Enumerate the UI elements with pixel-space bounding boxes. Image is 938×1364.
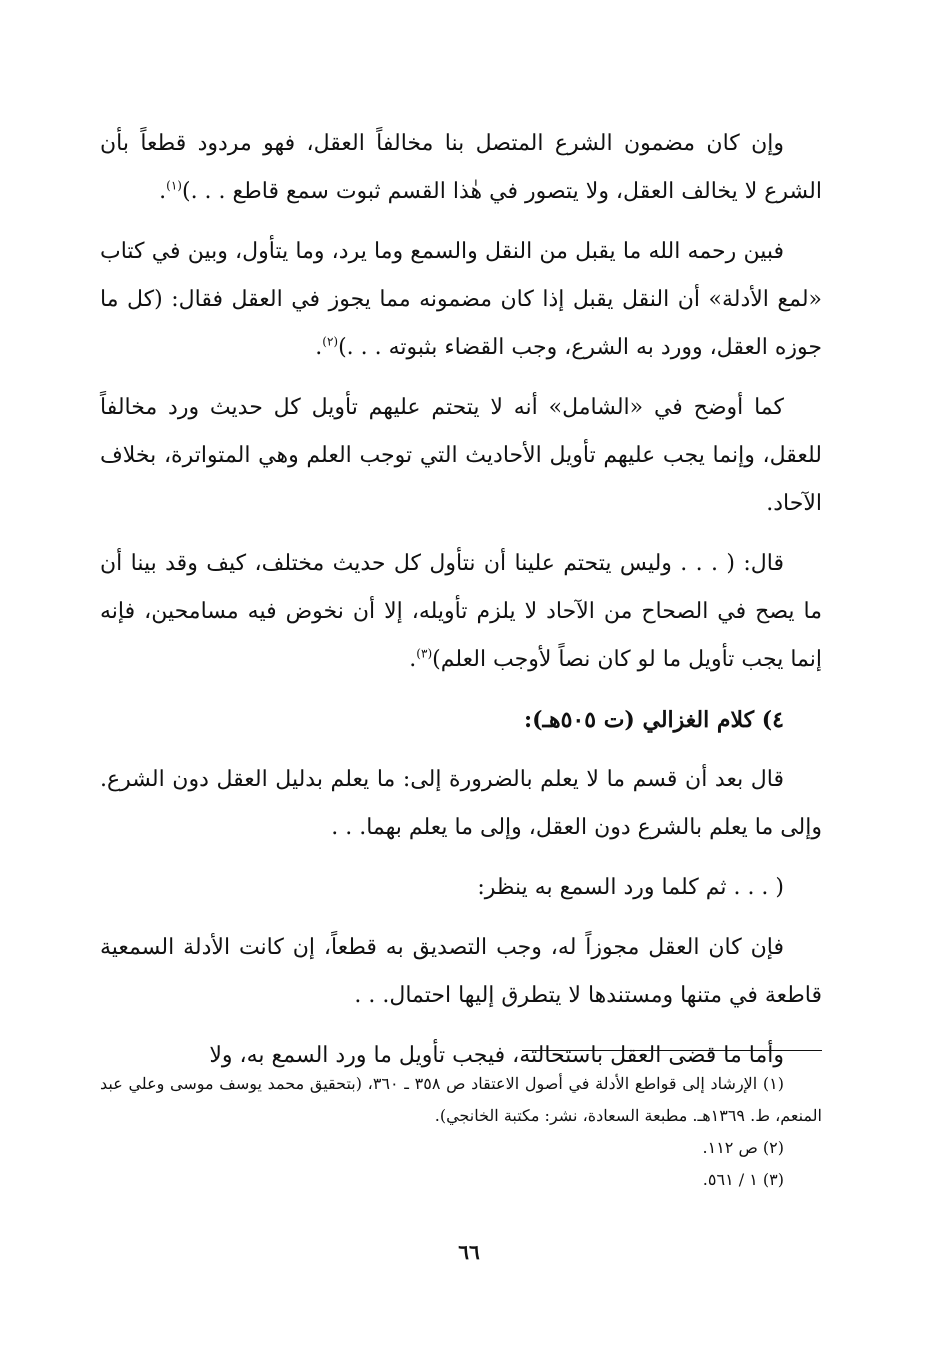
paragraph-3: كما أوضح في «الشامل» أنه لا يتحتم عليهم تأويل كل حديث ورد مخالفاً للعقل، وإنما يجب عليهم تأويل الأحاديث التي توجب العلم وهي المتواترة، بخلاف الآحاد. [100,395,822,516]
paragraph-4: قال: ( . . . وليس يتحتم علينا أن نتأول كل حديث مختلف، كيف وقد بينا أن ما يصح في الصحاح من الآحاد لا يلزم تأويله، إلا أن نخوض فيه مسامحين، فإنه إنما يجب تأويل ما لو كان نصاً لأوجب العلم)$^{(٣)}$. [100,551,822,672]
footnote-ref-3: (٣) [416,646,433,661]
paragraph-7: فإن كان العقل مجوزاً له، وجب التصديق به قطعاً، إن كانت الأدلة السمعية قاطعة في متنها ومستندها لا يتطرق إليها احتمال. . . [100,935,822,1008]
section-heading: ٤) كلام الغزالي (ت ٥٠٥هـ): [524,707,784,733]
footnote-ref-2: (٢) [322,334,339,349]
footnote-separator [522,1050,822,1051]
page-body [100,120,822,1092]
page-number: ٦٦ [458,1240,480,1264]
paragraph-1: وإن كان مضمون الشرع المتصل بنا مخالفاً العقل، فهو مردود قطعاً بأن الشرع لا يخالف العقل، ولا يتصور في هٰذا القسم ثبوت سمع قاطع . . .)$^{(١)}$. [100,131,822,204]
footnotes [100,1068,822,1196]
footnote-3: (٣) ١ / ٥٦١. [702,1170,784,1189]
paragraph-6: ( . . . ثم كلما ورد السمع به ينظر: [477,875,784,900]
paragraph-2: فبين رحمه الله ما يقبل من النقل والسمع وما يرد، وما يتأول، وبين في كتاب «لمع الأدلة» أن النقل يقبل إذا كان مضمونه مما يجوز في العقل فقال: (كل ما جوزه العقل، وورد به الشرع، وجب القضاء بثبوته . . .)$^{(٢)}$. [100,239,823,360]
paragraph-8: وأما ما قضى العقل باستحالته، فيجب تأويل ما ورد السمع به، ولا [209,1043,784,1068]
paragraph-5: قال بعد أن قسم ما لا يعلم بالضرورة إلى: ما يعلم بدليل العقل دون الشرع. وإلى ما يعلم بالشرع دون العقل، وإلى ما يعلم بهما. . . [100,767,822,840]
footnote-ref-1: (١) [166,178,182,193]
footnote-2: (٢) ص ١١٢. [702,1138,784,1157]
footnote-1: (١) الإرشاد إلى قواطع الأدلة في أصول الاعتقاد ص ٣٥٨ ـ ٣٦٠، (بتحقيق محمد يوسف موسى وعلي عبد المنعم، ط. ١٣٦٩هـ. مطبعة السعادة، نشر: مكتبة الخانجي). [100,1074,822,1125]
